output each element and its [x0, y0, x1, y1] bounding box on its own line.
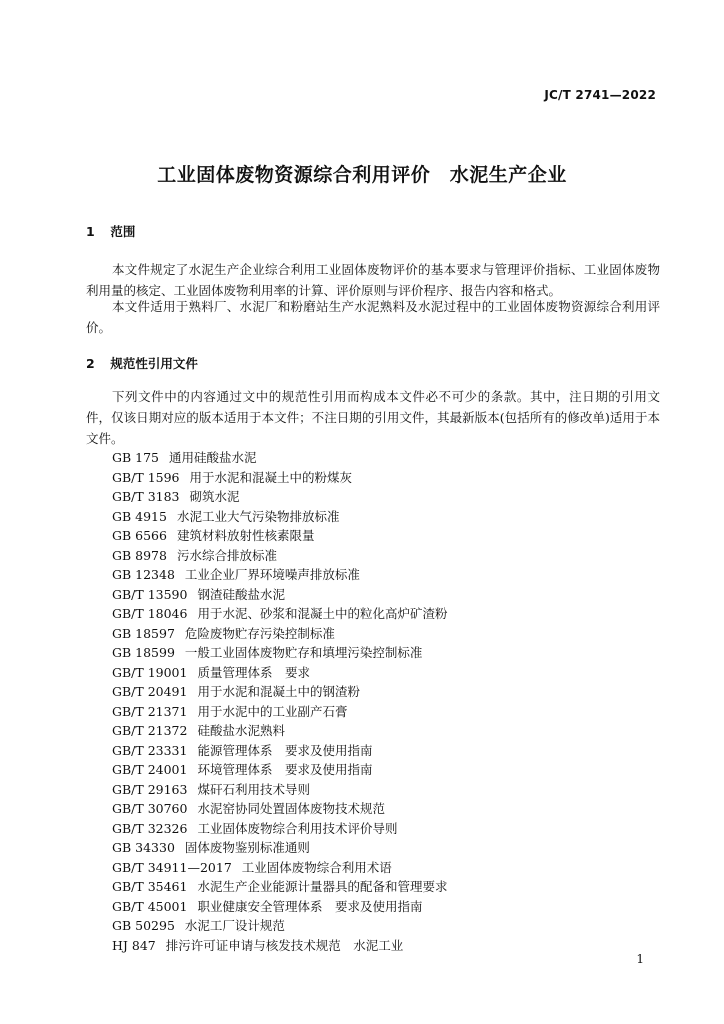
- reference-code: GB 18599: [112, 645, 175, 660]
- section-2-number: 2: [86, 356, 95, 371]
- reference-item: [112, 546, 447, 566]
- reference-item: [112, 643, 447, 663]
- reference-code: GB/T 32326: [112, 820, 188, 836]
- reference-code: GB 50295: [112, 918, 175, 933]
- reference-list: [112, 448, 447, 955]
- section-1-number: 1: [86, 224, 95, 239]
- reference-code: GB/T 21371: [112, 703, 188, 719]
- document-title: 工业固体废物资源综合利用评价 水泥生产企业: [157, 164, 567, 186]
- page-number: 1: [636, 952, 644, 966]
- scope-paragraph-2: 本文件适用于熟料厂、水泥厂和粉磨站生产水泥熟料及水泥过程中的工业固体废物资源综合利用评价。: [86, 299, 660, 335]
- reference-title: 用于水泥和混凝土中的粉煤灰: [189, 469, 353, 485]
- reference-title: 环境管理体系 要求及使用指南: [197, 762, 373, 777]
- reference-item: [112, 877, 447, 897]
- reference-code: GB/T 29163: [112, 781, 188, 797]
- reference-item: [112, 858, 447, 878]
- reference-item: [112, 780, 447, 800]
- reference-code: GB/T 21372: [112, 723, 188, 738]
- section-2-heading: [86, 354, 198, 372]
- reference-title: 水泥工厂设计规范: [184, 918, 285, 933]
- reference-item: [112, 897, 447, 917]
- reference-code: GB/T 13590: [112, 586, 188, 602]
- reference-item: [112, 799, 447, 819]
- reference-title: 工业企业厂界环境噪声排放标准: [184, 567, 360, 582]
- reference-title: 工业固体废物综合利用术语: [241, 859, 392, 875]
- reference-code: GB 4915: [112, 508, 167, 524]
- section-1-heading: [86, 222, 135, 240]
- reference-title: 用于水泥中的工业副产石膏: [197, 703, 348, 719]
- reference-code: GB/T 3183: [112, 489, 180, 504]
- reference-code: GB 34330: [112, 840, 175, 855]
- reference-code: GB 12348: [112, 567, 175, 582]
- reference-item: [112, 604, 447, 624]
- reference-code: GB 8978: [112, 547, 167, 563]
- reference-title: 排污许可证申请与核发技术规范 水泥工业: [165, 937, 404, 953]
- reference-item: [112, 721, 447, 741]
- reference-title: 钢渣硅酸盐水泥: [197, 586, 285, 602]
- reference-code: GB 175: [112, 450, 160, 465]
- reference-code: GB/T 30760: [112, 801, 188, 816]
- reference-title: 职业健康安全管理体系 要求及使用指南: [197, 898, 423, 914]
- section-2-title: 规范性引用文件: [110, 356, 198, 371]
- reference-item: [112, 838, 447, 858]
- reference-item: [112, 916, 447, 936]
- reference-code: GB/T 34911—2017: [112, 859, 232, 875]
- reference-item: [112, 468, 447, 488]
- reference-title: 砌筑水泥: [189, 489, 240, 504]
- reference-item: [112, 663, 447, 683]
- reference-item: [112, 682, 447, 702]
- reference-title: 能源管理体系 要求及使用指南: [197, 742, 373, 758]
- reference-code: GB/T 23331: [112, 742, 188, 758]
- reference-code: GB/T 1596: [112, 469, 180, 485]
- reference-code: GB/T 24001: [112, 762, 188, 777]
- reference-code: GB/T 18046: [112, 606, 188, 621]
- reference-title: 煤矸石利用技术导则: [197, 781, 310, 797]
- reference-item: [112, 487, 447, 507]
- references-intro: 下列文件中的内容通过文中的规范性引用而构成本文件必不可少的条款。其中，注日期的引用文件，仅该日期对应的版本适用于本文件；不注日期的引用文件，其最新版本(包括所有的修改单)适用于本文件。: [86, 389, 660, 446]
- reference-title: 硅酸盐水泥熟料: [197, 723, 285, 738]
- reference-item: [112, 624, 447, 644]
- reference-item: [112, 741, 447, 761]
- reference-code: HJ 847: [112, 937, 156, 953]
- reference-title: 工业固体废物综合利用技术评价导则: [197, 820, 398, 836]
- reference-title: 用于水泥、砂浆和混凝土中的粒化高炉矿渣粉: [197, 606, 448, 621]
- reference-item: [112, 936, 447, 956]
- reference-item: [112, 760, 447, 780]
- scope-paragraph-1: 本文件规定了水泥生产企业综合利用工业固体废物评价的基本要求与管理评价指标、工业固体废物利用量的核定、工业固体废物利用率的计算、评价原则与评价程序、报告内容和格式。: [86, 262, 660, 298]
- reference-item: [112, 702, 447, 722]
- reference-title: 污水综合排放标准: [176, 547, 277, 563]
- reference-title: 危险废物贮存污染控制标准: [184, 625, 335, 641]
- reference-title: 固体废物鉴别标准通则: [184, 840, 310, 855]
- reference-title: 用于水泥和混凝土中的钢渣粉: [197, 684, 360, 699]
- reference-item: [112, 448, 447, 468]
- reference-item: [112, 526, 447, 546]
- reference-title: 水泥生产企业能源计量器具的配备和管理要求: [197, 879, 448, 894]
- reference-code: GB 6566: [112, 528, 167, 543]
- reference-code: GB/T 45001: [112, 898, 188, 914]
- reference-title: 通用硅酸盐水泥: [169, 450, 257, 465]
- reference-item: [112, 565, 447, 585]
- reference-title: 质量管理体系 要求: [197, 664, 310, 680]
- reference-code: GB/T 19001: [112, 664, 188, 680]
- reference-title: 建筑材料放射性核素限量: [176, 528, 315, 543]
- reference-title: 水泥窑协同处置固体废物技术规范: [197, 801, 385, 816]
- reference-code: GB 18597: [112, 625, 175, 641]
- reference-item: [112, 507, 447, 527]
- reference-item: [112, 585, 447, 605]
- section-1-title: 范围: [110, 224, 136, 239]
- reference-title: 一般工业固体废物贮存和填埋污染控制标准: [184, 645, 423, 660]
- reference-title: 水泥工业大气污染物排放标准: [176, 508, 340, 524]
- reference-code: GB/T 35461: [112, 879, 188, 894]
- reference-code: GB/T 20491: [112, 684, 188, 699]
- reference-item: [112, 819, 447, 839]
- standard-code: JC/T 2741—2022: [544, 88, 656, 102]
